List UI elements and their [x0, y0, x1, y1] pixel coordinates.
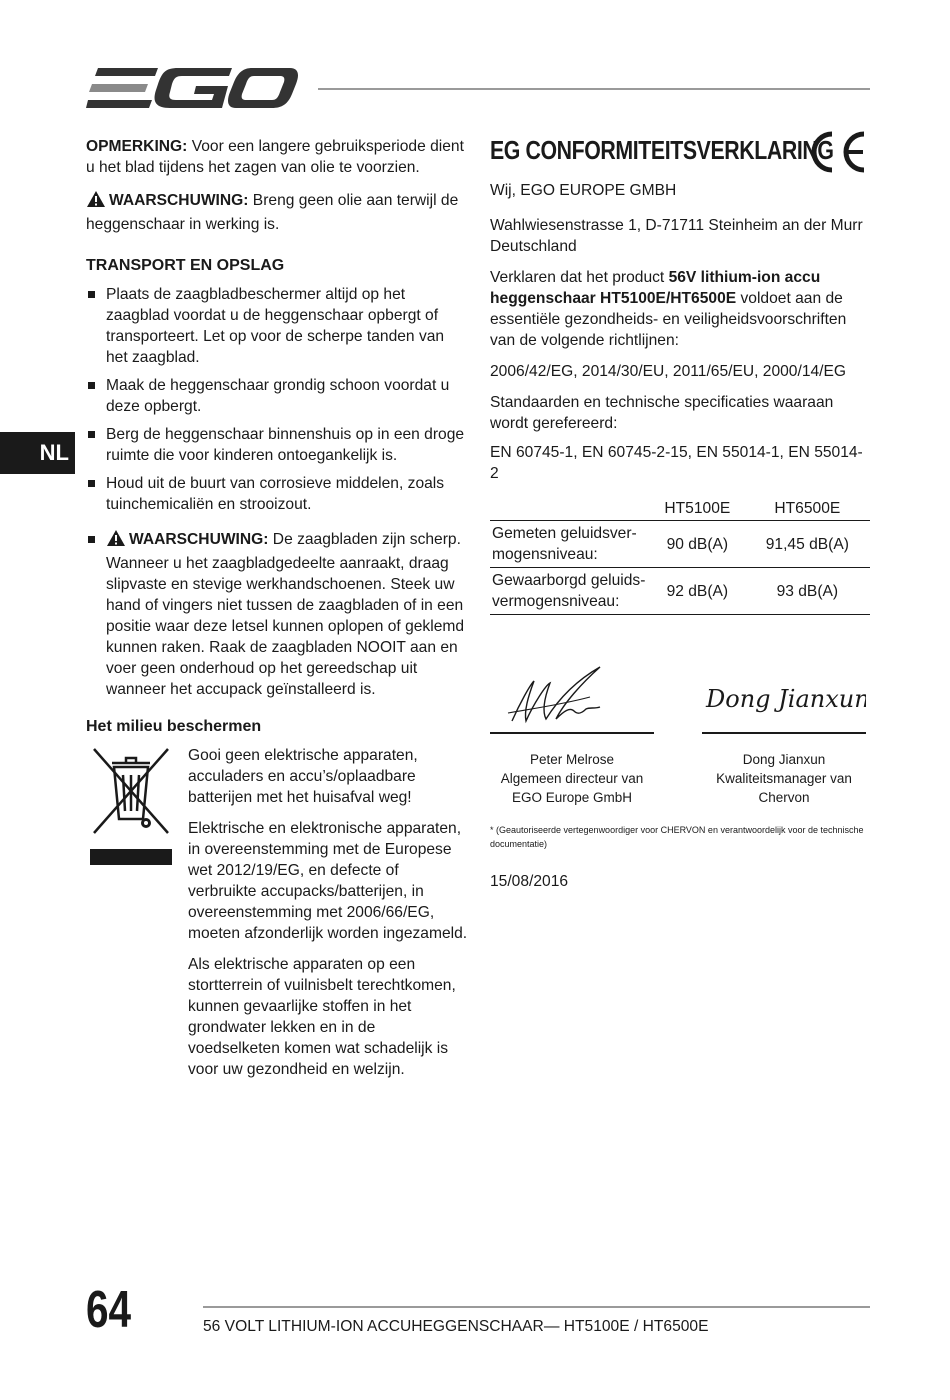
ego-logo [86, 62, 298, 114]
environment-section [86, 745, 468, 1090]
footer-rule [203, 1306, 870, 1308]
note-paragraph [86, 136, 468, 178]
bullet-square-icon [88, 382, 95, 389]
table-header [490, 498, 650, 521]
list-item [86, 375, 468, 417]
warning-label-1: WAARSCHUWING: [109, 192, 249, 209]
transport-list [86, 284, 468, 700]
weee-bin-icon [86, 745, 188, 1090]
ce-mark-icon [808, 130, 868, 180]
signature-dong-icon [702, 663, 866, 727]
table-header-row [490, 498, 870, 521]
declaration-title: EG CONFORMITEITSVERKLARING [490, 135, 834, 165]
signatory-role: Kwaliteitsmanager van [716, 771, 852, 786]
note-label: OPMERKING: [86, 138, 188, 155]
table-row [490, 568, 870, 615]
environment-heading: Het milieu beschermen [86, 718, 262, 735]
note-text: Voor een langere gebruiksperiode dient u het blad tijdens het zagen van olie te voorzien. [86, 138, 464, 176]
signatures [490, 663, 870, 823]
table-cell: 91,45 dB(A) [745, 521, 870, 568]
address-line-1: Wahlwiesenstrasse 1, D-71711 Steinheim an der Murr [490, 217, 863, 234]
title-row [490, 130, 870, 180]
table-header: HT5100E [650, 498, 745, 521]
footnote: * (Geautoriseerde vertegenwoordiger voor CHERVON en verantwoordelijk voor de technische documentatie) [490, 825, 864, 849]
header-rule [318, 88, 870, 90]
signature-handwriting: Dong Jianxun [706, 685, 866, 713]
table-cell: Gemeten geluidsver-mogensniveau: [490, 521, 650, 568]
warning-label-2: WAARSCHUWING: [129, 531, 269, 548]
declaration-pre: Verklaren dat het product [490, 269, 669, 286]
table-row [490, 521, 870, 568]
warning-text-1: Breng geen olie aan terwijl de heggenschaar in werking is. [86, 192, 459, 233]
list-item [86, 284, 468, 368]
footer-title: 56 VOLT LITHIUM-ION ACCUHEGGENSCHAAR— HT5100E / HT6500E [203, 1318, 709, 1335]
list-item [86, 529, 468, 700]
warning-triangle-icon [106, 529, 126, 553]
environment-text [188, 745, 468, 1090]
directives-line: 2006/42/EG, 2014/30/EU, 2011/65/EU, 2000/14/EG [490, 363, 847, 380]
signatory-role: Algemeen directeur van [500, 771, 644, 786]
signature-line [702, 732, 866, 734]
table-cell: 90 dB(A) [650, 521, 745, 568]
warning-text-2: De zaagbladen zijn scherp. Wanneer u het zaagbladgedeelte aanraakt, draag slipvaste en stevige werkhandschoenen. Steek uw hand of vingers niet tussen de zaagbladen of in een positie waar deze letsel kunnen oplopen of geklemd kunnen raken. Raak de zaagbladen NOOIT aan en voer geen onderhoud op het gereedschap uit wanneer het accupack geïnstalleerd is. [106, 531, 465, 698]
warning-paragraph-1 [86, 190, 468, 235]
signatory-company: EGO Europe GmbH [511, 790, 633, 805]
standards-intro: Standaarden en technische specificaties waaraan wordt gerefereerd: [490, 394, 834, 432]
declaration-post: voldoet aan de essentiële gezondheids- en veiligheidsvoorschriften van de volgende richtlijnen: [490, 290, 847, 349]
declaration-date: 15/08/2016 [490, 873, 569, 890]
signature-block-1 [490, 663, 654, 807]
list-item-text: Berg de heggenschaar binnenshuis op in een droge ruimte die voor kinderen ontoegankelijk is. [106, 426, 465, 464]
declaration-paragraph [490, 267, 870, 351]
list-item-text: Maak de heggenschaar grondig schoon voordat u deze opbergt. [106, 377, 450, 415]
right-column [490, 130, 870, 892]
signatory-name: Peter Melrose [529, 752, 615, 767]
language-tab: NL [0, 432, 75, 474]
transport-heading: TRANSPORT EN OPSLAG [86, 257, 285, 274]
product-name: 56V lithium-ion accu heggenschaar HT5100E/HT6500E [490, 269, 821, 307]
table-cell: 93 dB(A) [745, 568, 870, 615]
noise-table [490, 498, 870, 615]
list-item-text: Plaats de zaagbladbeschermer altijd op het zaagblad voordat u de heggenschaar opbergt of transporteert. Let op voor de scherpe tanden van het zaagblad. [106, 286, 445, 366]
standards-line: EN 60745-1, EN 60745-2-15, EN 55014-1, EN 55014-2 [490, 444, 863, 482]
table-cell: Gewaarborgd geluids-vermogensniveau: [490, 568, 650, 615]
warning-triangle-icon [86, 190, 106, 214]
list-item [86, 424, 468, 466]
signatory-company: Chervon [758, 790, 810, 805]
left-column [86, 136, 468, 1090]
bullet-square-icon [88, 480, 95, 487]
environment-paragraph: Gooi geen elektrische apparaten, acculaders en accu’s/oplaadbare batterijen met het huisafval weg! [188, 747, 418, 806]
signature-melrose-icon [490, 663, 654, 727]
page-number: 64 [86, 1281, 132, 1339]
bullet-square-icon [88, 431, 95, 438]
signature-block-2 [702, 663, 866, 807]
environment-paragraph: Als elektrische apparaten op een stortterrein of vuilnisbelt terechtkomen, kunnen gevaarlijke stoffen in het grondwater lekken en in de voedselketen komen wat schadelijk is voor uw gezondheid en welzijn. [188, 956, 456, 1078]
list-item-text: Houd uit de buurt van corrosieve middelen, zoals tuinchemicaliën en strooizout. [106, 475, 445, 513]
list-item [86, 473, 468, 515]
table-header: HT6500E [745, 498, 870, 521]
environment-paragraph: Elektrische en elektronische apparaten, in overeenstemming met de Europese wet 2012/19/EG, en defecte of verbruikte accupacks/batterijen, in overeenstemming met 2006/66/EG, moeten afzonderlijk worden ingezameld. [188, 820, 468, 942]
signature-line [490, 732, 654, 734]
address-line-2: Deutschland [490, 238, 577, 255]
company-line: Wij, EGO EUROPE GMBH [490, 182, 677, 199]
signatory-name: Dong Jianxun [742, 752, 826, 767]
bullet-square-icon [88, 536, 95, 543]
bullet-square-icon [88, 291, 95, 298]
table-cell: 92 dB(A) [650, 568, 745, 615]
